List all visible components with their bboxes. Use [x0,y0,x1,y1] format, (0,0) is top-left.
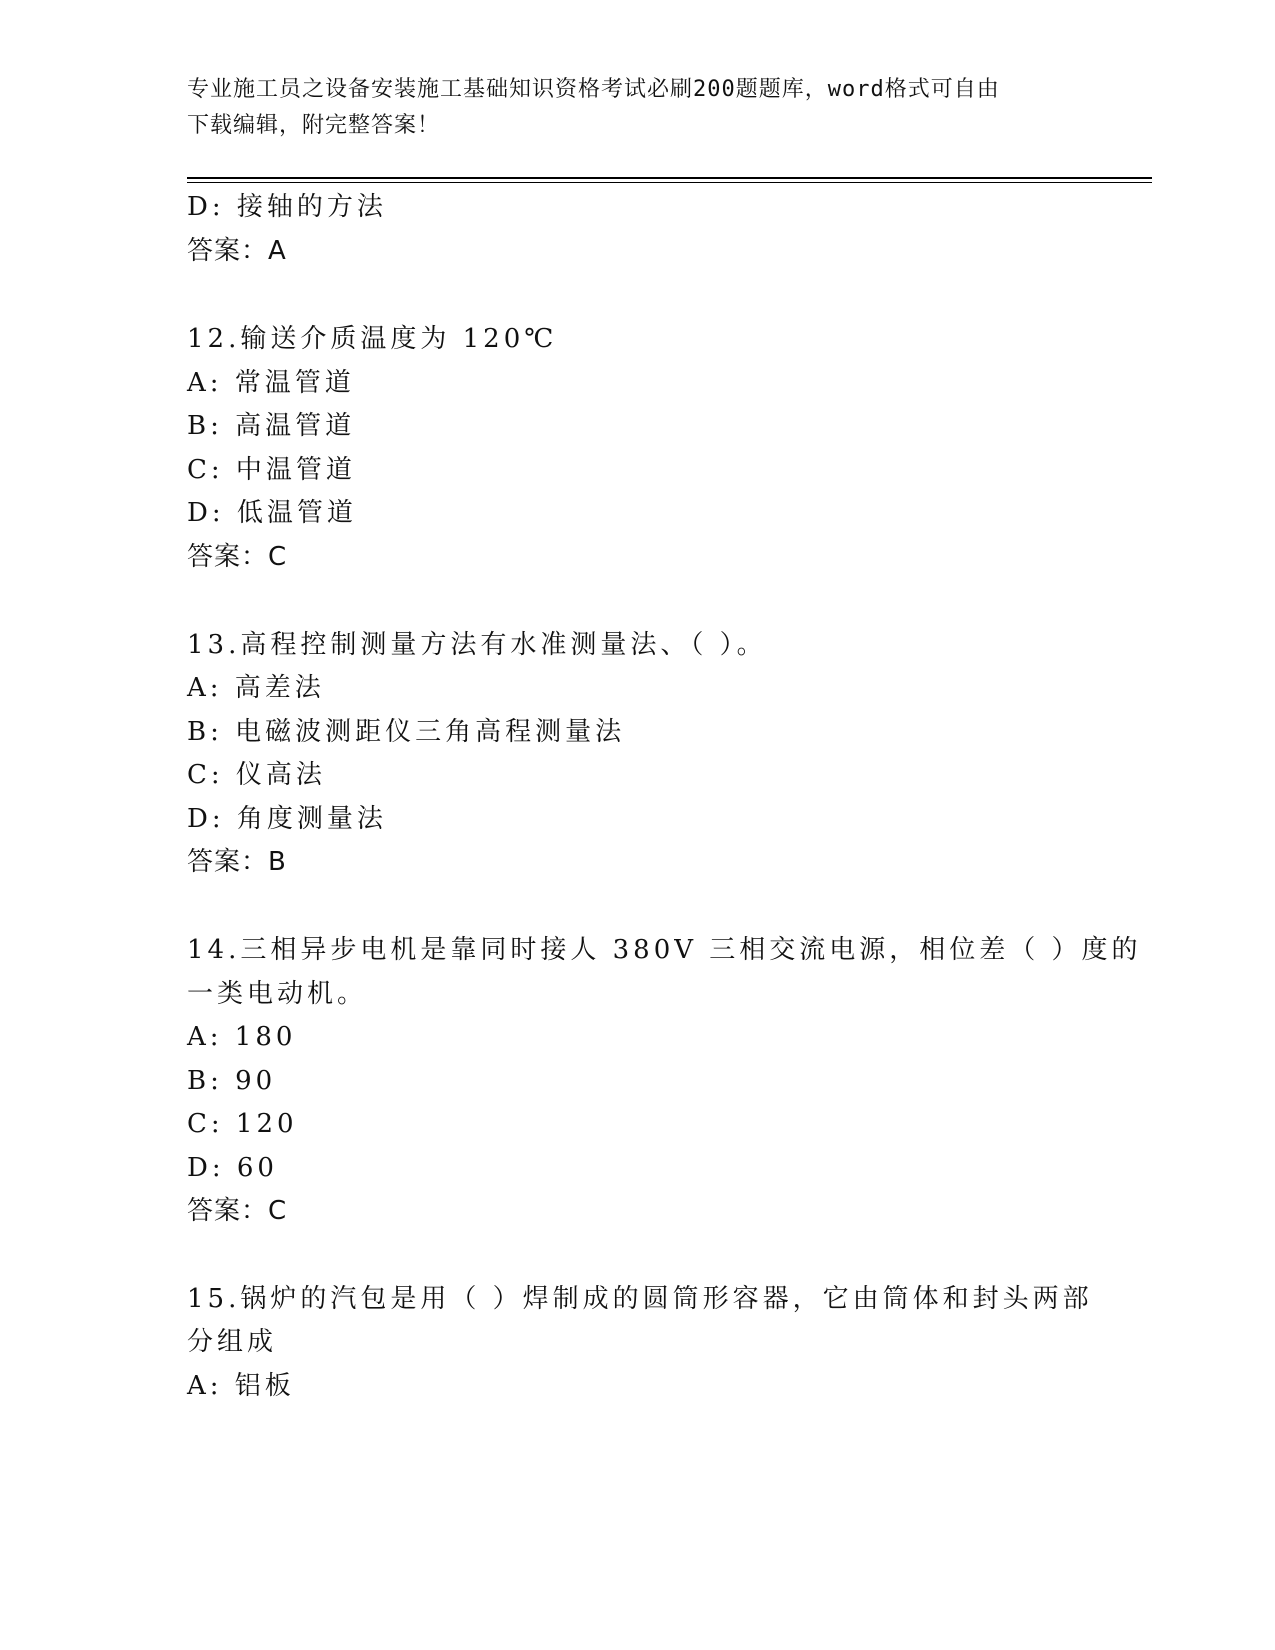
q13-option-b: B: 电磁波测距仪三角高程测量法 [187,717,626,747]
q12-stem: 12.输送介质温度为 120℃ [187,324,558,354]
q13-stem: 13.高程控制测量方法有水准测量法、（ ）。 [187,630,767,660]
q11-answer: 答案：A [187,236,287,266]
q14-option-d: D: 60 [187,1153,278,1183]
q12-answer: 答案：C [187,542,288,572]
q15-stem-line-1: 15.锅炉的汽包是用（ ）焊制成的圆筒形容器，它由筒体和封头两部 [187,1284,1093,1314]
header-divider-thick [187,177,1152,179]
q12-option-d: D: 低温管道 [187,498,357,528]
q14-stem-line-1: 14.三相异步电机是靠同时接人 380V 三相交流电源，相位差（ ）度的 [187,935,1142,965]
q13-option-c: C: 仪高法 [187,760,326,790]
q13-option-a: A: 高差法 [187,673,325,703]
header-divider-thin [187,182,1152,183]
q12-option-b: B: 高温管道 [187,411,356,441]
q14-answer: 答案：C [187,1196,288,1226]
q13-option-d: D: 角度测量法 [187,804,387,834]
q12-option-c: C: 中温管道 [187,455,356,485]
q13-answer: 答案：B [187,847,287,877]
q14-option-a: A: 180 [187,1022,297,1052]
q15-stem-line-2: 分组成 [187,1327,278,1357]
q14-option-b: B: 90 [187,1066,277,1096]
header-line-1: 专业施工员之设备安装施工基础知识资格考试必刷200题题库，word格式可自由 [187,77,1000,102]
q12-option-a: A: 常温管道 [187,368,355,398]
document-header [187,72,1067,144]
q14-stem-line-2: 一类电动机。 [187,979,368,1009]
q14-option-c: C: 120 [187,1109,298,1139]
header-line-2: 下载编辑，附完整答案！ [187,113,441,138]
q11-option-d: D: 接轴的方法 [187,192,387,222]
q15-option-a: A: 铝板 [187,1371,295,1401]
